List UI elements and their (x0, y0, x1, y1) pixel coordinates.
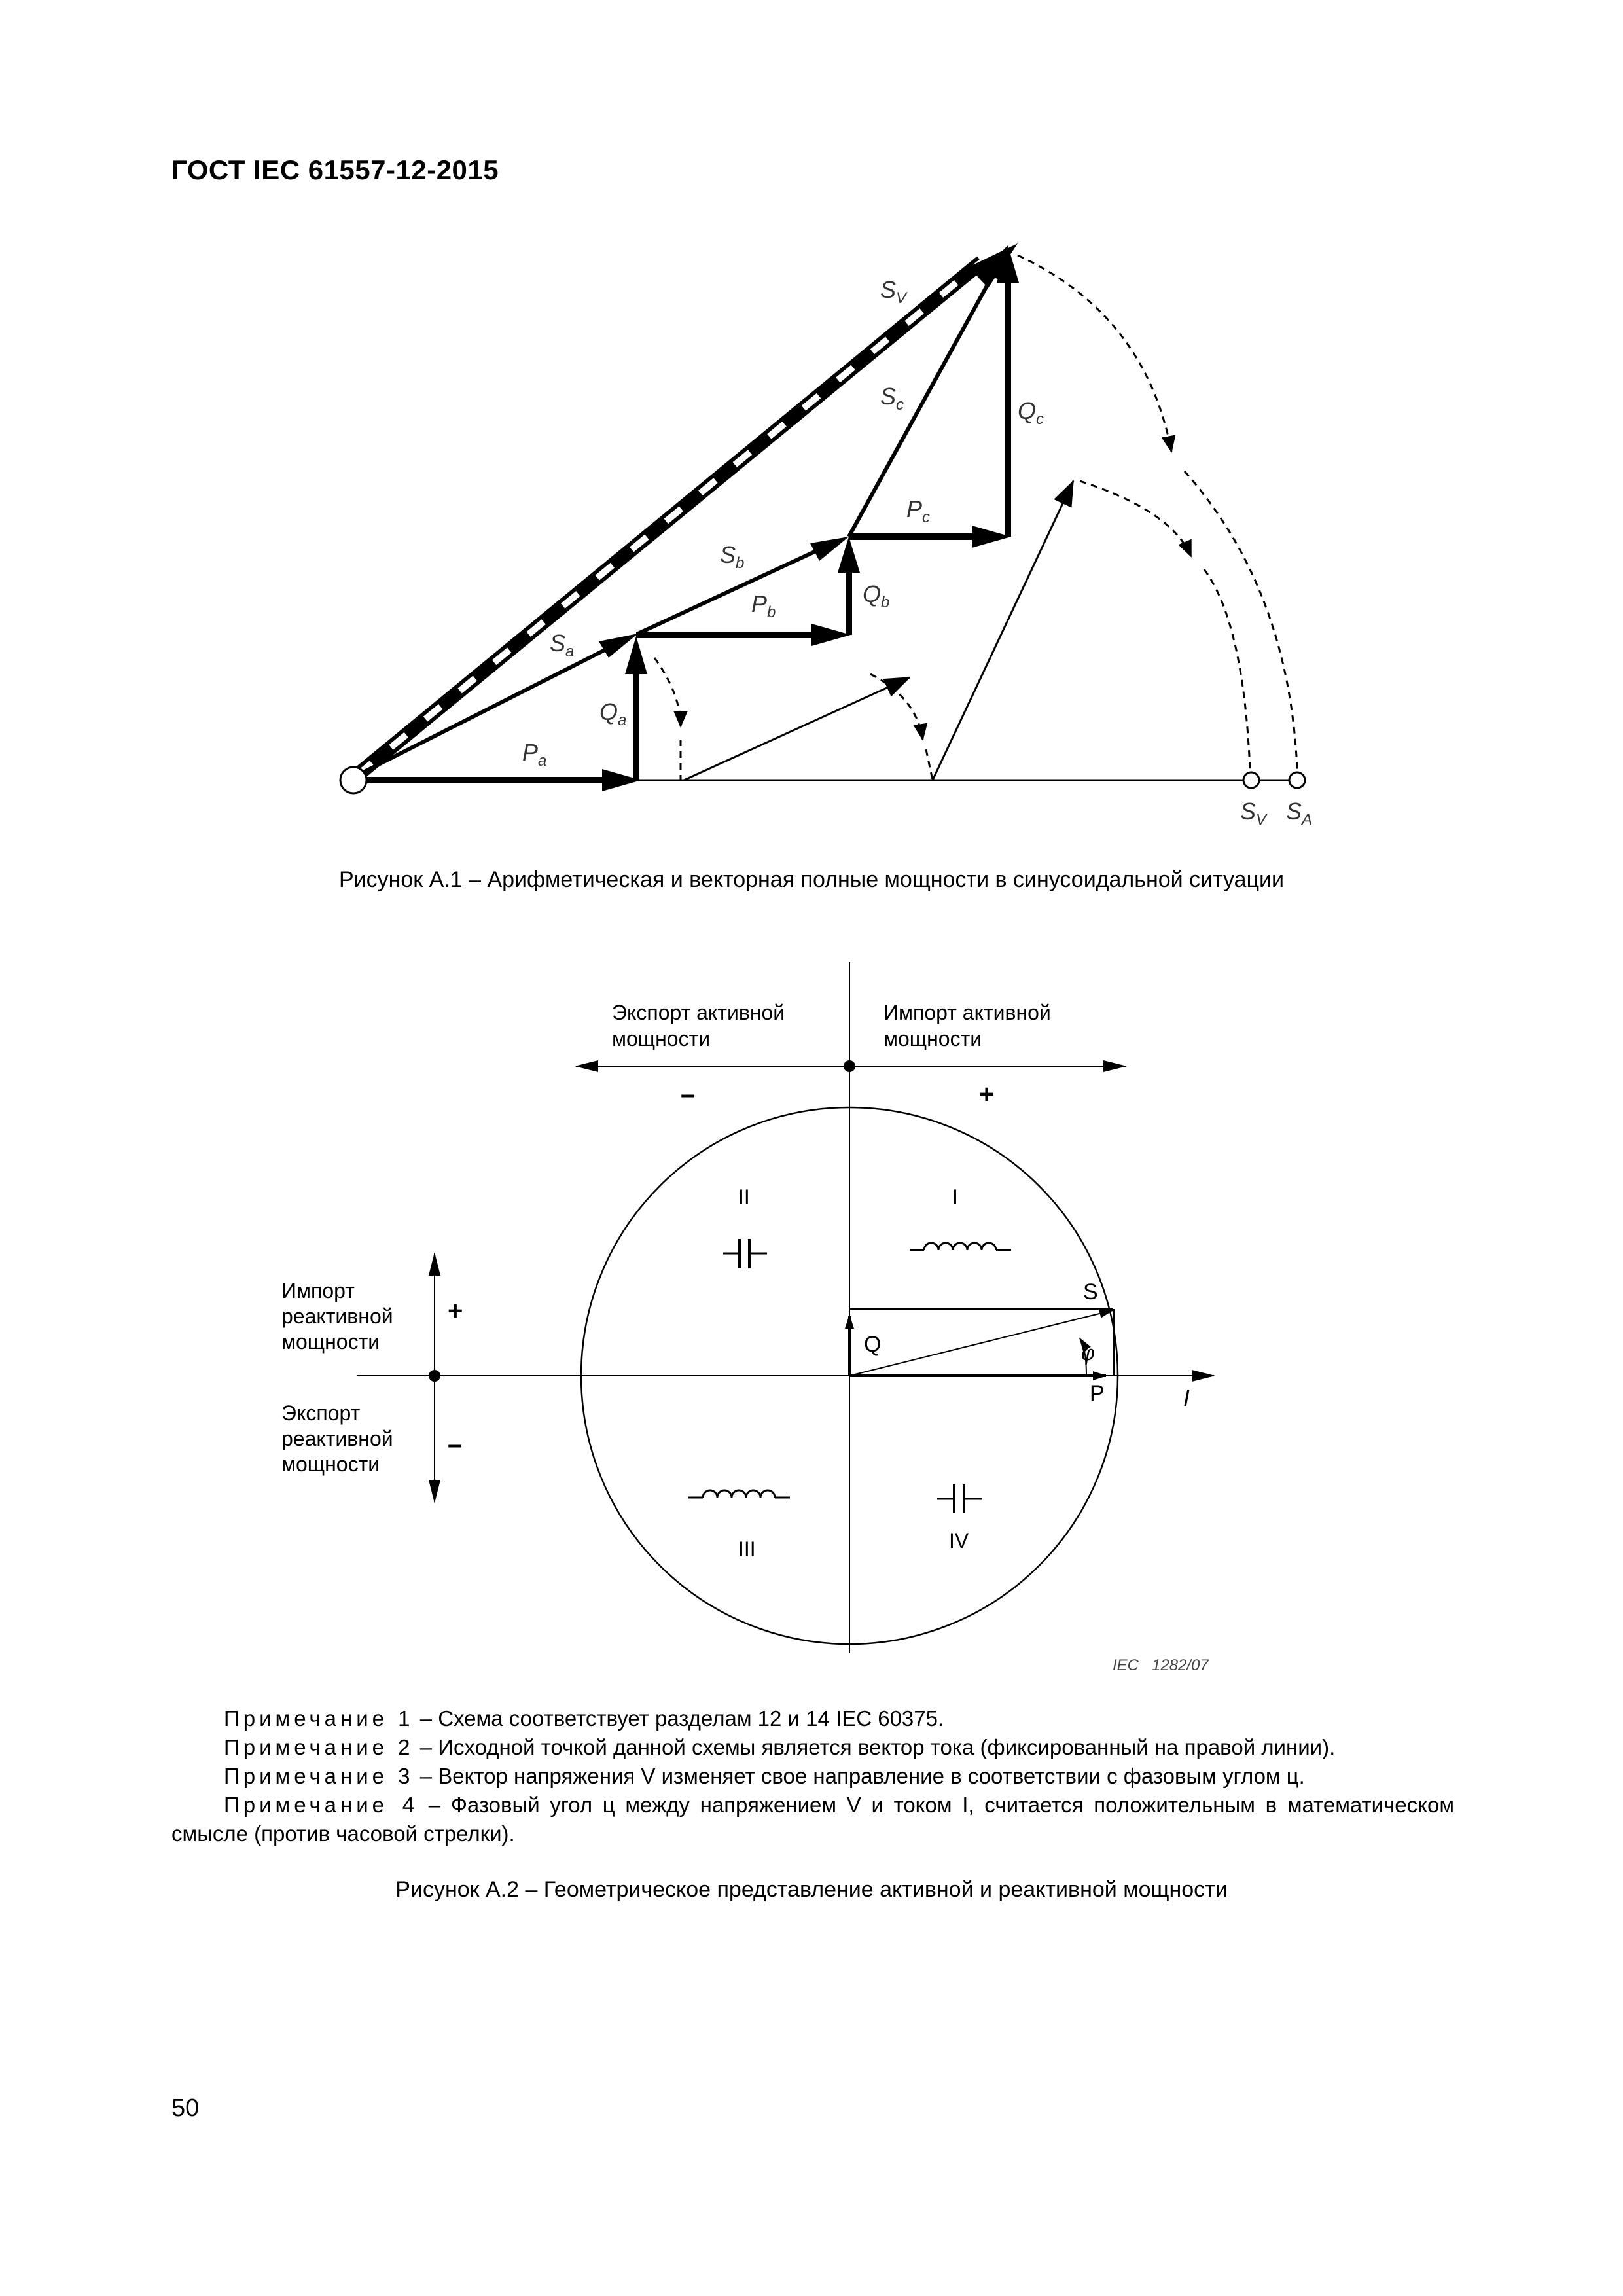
quadrant-label-2: II (738, 1185, 750, 1209)
document-header: ГОСТ IEC 61557-12-2015 (171, 154, 499, 185)
p-label: P (1090, 1381, 1105, 1406)
label-sa: $S_a$ (550, 630, 575, 660)
arc-sc (1080, 481, 1191, 556)
import-reactive-label-3: мощности (281, 1330, 380, 1354)
note-1: Примечание 1 – Схема соответствует разделам 12 и 14 IEC 60375. (224, 1706, 944, 1731)
label-end-sa: $S_A$ (1286, 798, 1313, 829)
label-pb: $P_b$ (751, 590, 776, 621)
label-qb: $Q_b$ (863, 581, 890, 611)
figure-a1-caption: Рисунок А.1 – Арифметическая и векторная полные мощности в синусоидальной ситуации (338, 867, 1285, 892)
active-power-origin-dot (844, 1060, 855, 1072)
inductor-icon-q1 (910, 1243, 1011, 1250)
import-reactive-label-2: реактивной (281, 1304, 393, 1328)
active-plus-sign: + (979, 1080, 995, 1109)
figure-a2-power-circle (262, 956, 1270, 1702)
capacitor-icon-q4 (937, 1484, 982, 1513)
quadrant-label-4: IV (949, 1529, 969, 1552)
export-reactive-label-2: реактивной (281, 1427, 393, 1450)
phi-label: φ (1081, 1341, 1095, 1365)
endpoint-sv (1243, 772, 1259, 788)
reactive-plus-sign: + (448, 1297, 463, 1325)
arc-sc-down (1204, 569, 1250, 769)
capacitor-icon-q2 (723, 1239, 767, 1268)
iec-mark: IEC 1282/07 (1113, 1657, 1209, 1674)
figure-a1-vector-diagram (327, 236, 1387, 851)
note-3: Примечание 3 – Вектор напряжения V изменяет свое направление в соответствии с фазовым углом ц. (224, 1764, 1305, 1788)
arc-qb-drop (926, 749, 933, 780)
active-minus-sign: – (681, 1080, 696, 1109)
q-label: Q (864, 1332, 882, 1357)
pb-arrowhead (812, 624, 851, 646)
label-sb: $S_b$ (720, 541, 745, 572)
label-sv: $S_V$ (880, 276, 907, 307)
notes-block (171, 1704, 1454, 1848)
reactive-minus-sign: – (448, 1430, 463, 1459)
import-active-label-2: мощности (883, 1027, 982, 1050)
export-reactive-label-1: Экспорт (281, 1401, 361, 1425)
s-vector (849, 1310, 1113, 1376)
arc-qa (654, 658, 681, 726)
import-reactive-label-1: Импорт (281, 1279, 355, 1302)
label-qa: $Q_a$ (599, 698, 627, 729)
export-active-label-2: мощности (612, 1027, 711, 1050)
label-sc: $S_c$ (880, 383, 904, 414)
export-active-label-1: Экспорт активной (612, 1001, 785, 1024)
rotated-sb-vector (684, 677, 910, 780)
arc-sv-down (1185, 471, 1297, 769)
note-2: Примечание 2 – Исходной точкой данной схемы является вектор тока (фиксированный на правой линии). (224, 1735, 1336, 1759)
qa-arrowhead (625, 636, 647, 674)
quadrant-label-1: I (952, 1185, 958, 1209)
rotated-sc-vector (933, 481, 1073, 780)
label-qc: $Q_c$ (1018, 397, 1044, 428)
s-label: S (1083, 1280, 1098, 1304)
page-number: 50 (171, 2094, 200, 2122)
export-reactive-label-3: мощности (281, 1452, 380, 1476)
label-pa: $P_a$ (522, 739, 547, 770)
label-pc: $P_c$ (906, 495, 931, 526)
inductor-icon-q3 (688, 1490, 790, 1498)
quadrant-label-3: III (738, 1537, 756, 1561)
origin-point (340, 767, 366, 793)
i-axis-label: I (1183, 1384, 1190, 1411)
import-active-label-1: Импорт активной (883, 1001, 1051, 1024)
reactive-power-origin-dot (429, 1370, 440, 1382)
endpoint-sa (1289, 772, 1305, 788)
note-4: Примечание 4 – Фазовый угол ц между напряжением V и током I, считается положительным в математическом смысле (против часовой стрелки). (171, 1793, 1455, 1846)
label-end-sv: $S_V$ (1240, 798, 1267, 829)
figure-a2-caption: Рисунок А.2 – Геометрическое представление активной и реактивной мощности (395, 1877, 1228, 1902)
